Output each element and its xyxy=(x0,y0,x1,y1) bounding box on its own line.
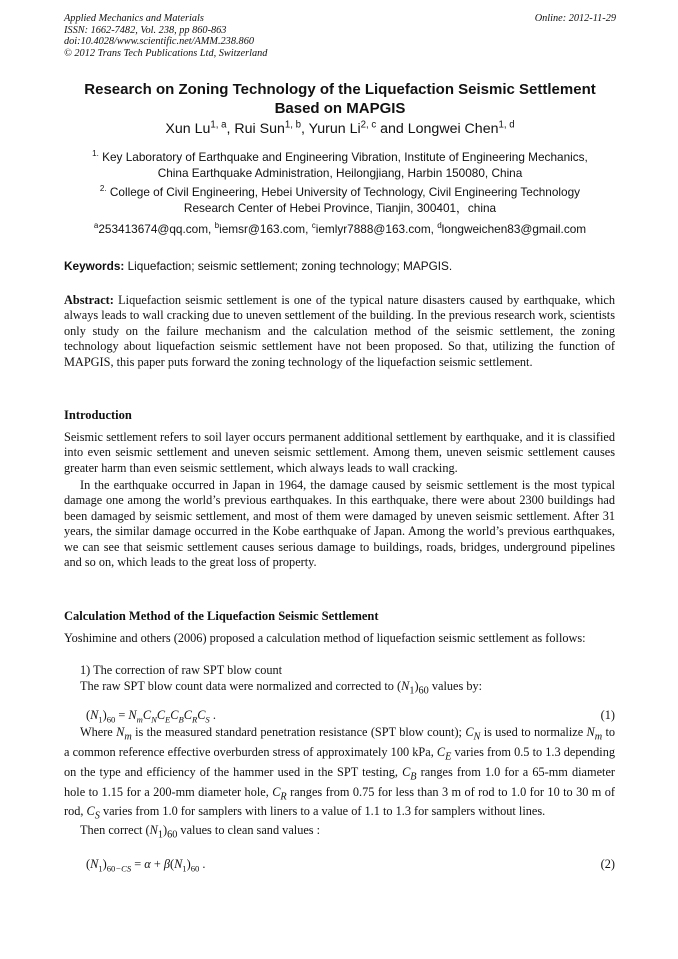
email-link[interactable]: iemlyr7888@163.com, xyxy=(315,222,438,236)
keywords xyxy=(64,259,616,273)
text-run: is the measured standard penetration resistance (SPT blow count); xyxy=(135,725,466,739)
calc-paragraph-2 xyxy=(64,679,616,699)
calc-where-paragraph: Where $N_m$ is the measured standard penetration resistance (SPT blow count); $C_N$ is used to normalize $N_m$ to a common reference effective overburden stress of approximately 100 kPa, $C_E$ varies from 0.5 to 1.3 depending on the type and efficiency of the hammer used in the SPT testing, $C_B$ ranges from 1.0 for a 65-mm diameter hole to 1.15 for a 200-mm diameter hole, $C_R$ ranges from 0.75 for less than 3 m of rod to 1.0 for 10 to 30 m of rod, $C_S$ varies from 1.0 for samplers with liners to a value of 1.1 to 1.3 for samplers without lines. xyxy=(64,725,616,822)
author-name: Yurun Li xyxy=(308,121,361,137)
text-run: values to clean sand values : xyxy=(177,823,321,837)
affiliation-line: China Earthquake Administration, Heilongjiang, Harbin 150080, China xyxy=(157,166,523,180)
affiliation-line: College of Civil Engineering, Hebei University of Technology, Civil Engineering Technology xyxy=(109,185,581,199)
text-run: values by: xyxy=(428,679,483,693)
section-heading-introduction: Introduction xyxy=(64,408,132,422)
email-sup: a xyxy=(93,221,99,231)
copyright-line: © 2012 Trans Tech Publications Ltd, Switzerland xyxy=(64,47,268,59)
keywords-label: Keywords: xyxy=(64,259,125,273)
email-link[interactable]: 253413674@qq.com, xyxy=(98,222,215,236)
equation-2-number: (2) xyxy=(600,857,615,871)
affiliation-2 xyxy=(60,184,620,216)
affiliation-1 xyxy=(60,149,620,181)
author-name: Longwei Chen xyxy=(407,121,499,137)
doi-line: doi:10.4028/www.scientific.net/AMM.238.860 xyxy=(64,36,254,48)
math-n160: $(N_1)_{60}$ xyxy=(397,679,429,697)
author-separator: , xyxy=(300,121,309,137)
title-line-1: Research on Zoning Technology of the Liquefaction Seismic Settlement xyxy=(84,81,596,98)
email-link[interactable]: longweichen83@gmail.com xyxy=(441,222,587,236)
keywords-text: Liquefaction; seismic settlement; zoning technology; MAPGIS. xyxy=(127,259,453,273)
section-heading-calculation: Calculation Method of the Liquefaction Seismic Settlement xyxy=(64,609,379,623)
online-date: Online: 2012-11-29 xyxy=(534,13,616,24)
text-run: Then correct xyxy=(80,823,146,837)
abstract-text: Liquefaction seismic settlement is one of the typical nature disasters caused by earthquake, which always leads to wall cracking due to uneven settlement of the building. In the previous research work, scientists only study on the failure mechanism and the calculation method of the seismic settlement, the zoning technology about liquefaction seismic settlement have not been proposed. So that, utilizing the function of MAPGIS, this paper puts forward the zoning technology of the liquefaction seismic settlement. xyxy=(64,293,615,369)
journal-header xyxy=(64,13,616,59)
journal-name: Applied Mechanics and Materials xyxy=(64,13,204,24)
title-line-2: Based on MAPGIS xyxy=(274,100,406,117)
author-sup: 1, d xyxy=(498,119,515,131)
text-run: varies from 1.0 for samplers with liners to a value of 1.1 to 1.3 for samplers without lines. xyxy=(102,804,546,819)
equation-1-body: $(N_1)_{60} = N_mC_NC_EC_BC_RC_S$ . xyxy=(86,708,216,725)
calc-paragraph-1: Yoshimine and others (2006) proposed a calculation method of liquefaction seismic settlement as follows: xyxy=(64,631,586,645)
text-run: ranges from 1.0 for a 65-mm diameter hole to 1.15 for a 200-mm diameter hole, xyxy=(64,764,615,799)
email-list xyxy=(40,222,640,236)
abstract-label: Abstract: xyxy=(64,293,114,307)
author-name: Rui Sun xyxy=(234,121,285,137)
text-run: ranges from 0.75 for less than 3 m of rod to 1.0 for 10 to 30 m of rod, xyxy=(64,784,616,819)
affiliation-line: Research Center of Hebei Province, Tianjin, 300401，china xyxy=(183,201,497,215)
equation-2-body: $(N_1)_{60-CS} = \alpha + \beta(N_1)_{60}$ . xyxy=(86,857,206,874)
equation-1-number: (1) xyxy=(600,708,615,722)
email-sup: d xyxy=(437,221,442,231)
text-run: to a common reference effective overburden stress of approximately 100 kPa, xyxy=(64,725,616,759)
email-sup: b xyxy=(214,221,220,231)
affiliation-sup: 2. xyxy=(99,184,107,194)
abstract xyxy=(64,293,615,370)
email-sup: c xyxy=(311,221,316,231)
step-1-label: 1) The correction of raw SPT blow count xyxy=(80,663,283,677)
text-run: varies from 0.5 to 1.3 depending on the type and efficiency of the hammer used in the SPT testing, xyxy=(64,744,616,779)
text-run: is used to normalize xyxy=(483,725,587,739)
author-list xyxy=(40,121,640,137)
author-separator: and xyxy=(376,121,408,137)
author-sup: 2, c xyxy=(360,119,377,131)
author-separator: , xyxy=(226,121,235,137)
text-run: The raw SPT blow count data were normalized and corrected to xyxy=(80,679,397,693)
paper-title xyxy=(40,80,640,118)
affiliation-sup: 1. xyxy=(92,149,99,159)
issn-line: ISSN: 1662-7482, Vol. 238, pp 860-863 xyxy=(64,24,227,36)
calc-then-paragraph xyxy=(64,823,616,843)
author-sup: 1, b xyxy=(284,119,301,131)
author-name: Xun Lu xyxy=(165,121,211,137)
author-sup: 1, a xyxy=(210,119,227,131)
text-run: Where xyxy=(80,725,117,739)
affiliation-line: Key Laboratory of Earthquake and Engineering Vibration, Institute of Engineering Mechanics, xyxy=(102,150,588,164)
intro-paragraph-2: In the earthquake occurred in Japan in 1964, the damage caused by seismic settlement is the most typical damage one among the world’s previous earthquakes. In this earthquake, there were about 2300 buildings had been damaged by seismic settlement, and most of them were damaged by uneven seismic settlement. After 31 years, the similar damage occurred in the Kobe earthquake of Japan. Among the world’s previous earthquakes, we can see that seismic settlement causes serious damage to buildings, roads, bridges, underground pipelines and so on, which leads to the great loss of property. xyxy=(64,478,615,570)
math-n160-inline: $(N_1)_{60}$ xyxy=(145,823,178,841)
intro-paragraph-1: Seismic settlement refers to soil layer occurs permanent additional settlement by earthquake, and it is classified into even seismic settlement and uneven seismic settlement. Among them, uneven seismic settlement causes greater harm than even seismic settlement, which always leads to wall cracking. xyxy=(64,430,615,475)
email-link[interactable]: iemsr@163.com, xyxy=(219,222,312,236)
